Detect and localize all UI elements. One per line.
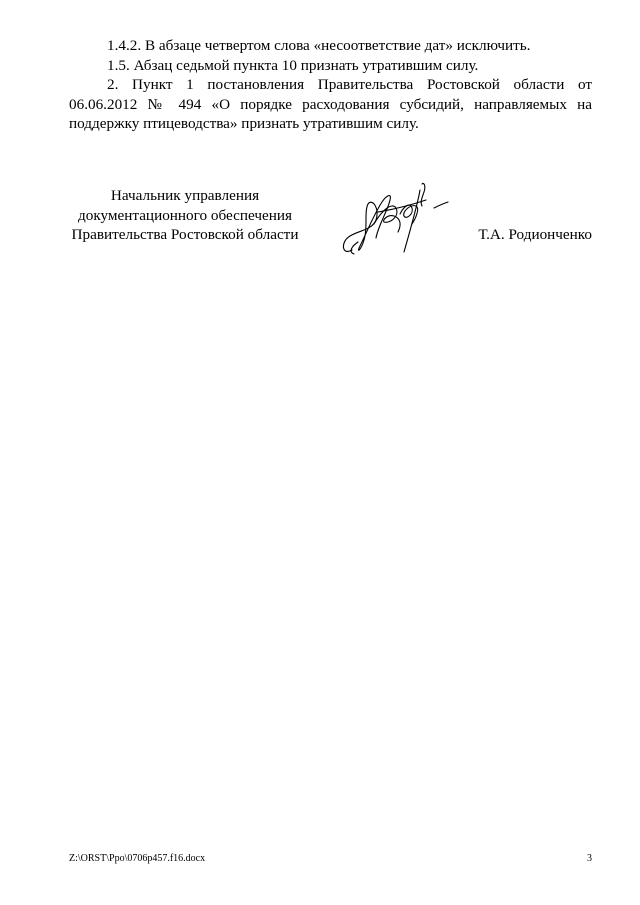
signer-name: Т.А. Родионченко [478, 226, 592, 243]
signer-position-line: документационного обеспечения [78, 206, 292, 224]
handwritten-signature [338, 180, 458, 262]
footer-file-path: Z:\ORST\Ppo\0706p457.f16.docx [69, 853, 206, 864]
signer-position-line: Правительства Ростовской области [71, 226, 299, 243]
signer-position-line: Начальник управления [110, 187, 260, 204]
signer-position [60, 186, 310, 245]
page-number: 3 [587, 853, 592, 864]
document-body [69, 36, 592, 134]
paragraph-1-4-2: 1.4.2. В абзаце четвертом слова «несоответствие дат» исключить. [107, 37, 531, 54]
paragraph-1-5: 1.5. Абзац седьмой пункта 10 признать утратившим силу. [107, 56, 479, 74]
paragraph-2: 2. Пункт 1 постановления Правительства Ростовской области от 06.06.2012 № 494 «О порядке расходования субсидий, направляемых на поддержку птицеводства» признать утратившим силу. [69, 76, 592, 132]
